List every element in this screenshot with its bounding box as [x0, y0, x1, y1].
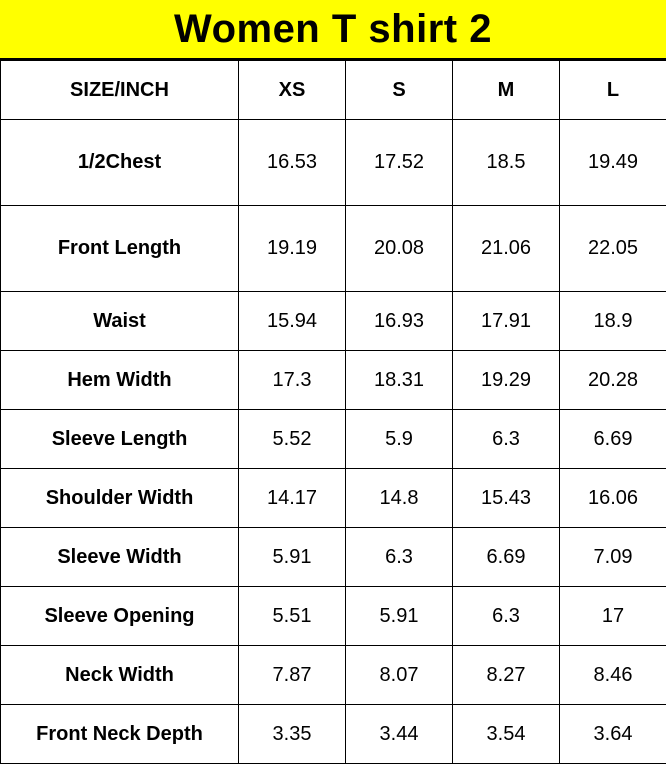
- cell-waist-l: 18.9: [560, 292, 666, 351]
- table-row: [1, 206, 666, 292]
- cell-half-chest-m: 18.5: [453, 120, 560, 206]
- cell-sleeve-width-l: 7.09: [560, 528, 666, 587]
- cell-front-length-m: 21.06: [453, 206, 560, 292]
- cell-waist-s: 16.93: [346, 292, 453, 351]
- row-label-sleeve-length: Sleeve Length: [1, 410, 239, 469]
- cell-front-length-l: 22.05: [560, 206, 666, 292]
- table-row: [1, 410, 666, 469]
- column-header-l: L: [560, 61, 666, 120]
- column-header-size: SIZE/INCH: [1, 61, 239, 120]
- cell-neck-width-xs: 7.87: [239, 646, 346, 705]
- cell-half-chest-xs: 16.53: [239, 120, 346, 206]
- row-label-sleeve-width: Sleeve Width: [1, 528, 239, 587]
- cell-sleeve-width-m: 6.69: [453, 528, 560, 587]
- column-header-m: M: [453, 61, 560, 120]
- cell-front-length-xs: 19.19: [239, 206, 346, 292]
- cell-sleeve-opening-s: 5.91: [346, 587, 453, 646]
- cell-hem-width-s: 18.31: [346, 351, 453, 410]
- cell-sleeve-length-l: 6.69: [560, 410, 666, 469]
- row-label-front-length: Front Length: [1, 206, 239, 292]
- cell-front-neck-depth-m: 3.54: [453, 705, 560, 764]
- cell-hem-width-m: 19.29: [453, 351, 560, 410]
- table-row: [1, 646, 666, 705]
- row-label-waist: Waist: [1, 292, 239, 351]
- cell-sleeve-opening-m: 6.3: [453, 587, 560, 646]
- cell-front-neck-depth-l: 3.64: [560, 705, 666, 764]
- cell-sleeve-opening-l: 17: [560, 587, 666, 646]
- page-title: Women T shirt 2: [174, 7, 492, 51]
- cell-half-chest-l: 19.49: [560, 120, 666, 206]
- row-label-hem-width: Hem Width: [1, 351, 239, 410]
- column-header-s: S: [346, 61, 453, 120]
- row-label-front-neck-depth: Front Neck Depth: [1, 705, 239, 764]
- cell-shoulder-width-s: 14.8: [346, 469, 453, 528]
- cell-half-chest-s: 17.52: [346, 120, 453, 206]
- row-label-shoulder-width: Shoulder Width: [1, 469, 239, 528]
- table-row: [1, 469, 666, 528]
- title-banner: [0, 0, 666, 60]
- size-chart-table: [0, 60, 666, 764]
- cell-hem-width-xs: 17.3: [239, 351, 346, 410]
- cell-neck-width-m: 8.27: [453, 646, 560, 705]
- table-row: [1, 351, 666, 410]
- cell-hem-width-l: 20.28: [560, 351, 666, 410]
- cell-waist-xs: 15.94: [239, 292, 346, 351]
- row-label-half-chest: 1/2Chest: [1, 120, 239, 206]
- table-row: [1, 120, 666, 206]
- cell-front-length-s: 20.08: [346, 206, 453, 292]
- cell-shoulder-width-m: 15.43: [453, 469, 560, 528]
- cell-sleeve-opening-xs: 5.51: [239, 587, 346, 646]
- cell-neck-width-s: 8.07: [346, 646, 453, 705]
- table-header-row: [1, 61, 666, 120]
- cell-sleeve-length-s: 5.9: [346, 410, 453, 469]
- cell-shoulder-width-l: 16.06: [560, 469, 666, 528]
- table-row: [1, 587, 666, 646]
- cell-sleeve-length-m: 6.3: [453, 410, 560, 469]
- row-label-sleeve-opening: Sleeve Opening: [1, 587, 239, 646]
- cell-sleeve-length-xs: 5.52: [239, 410, 346, 469]
- cell-shoulder-width-xs: 14.17: [239, 469, 346, 528]
- cell-front-neck-depth-xs: 3.35: [239, 705, 346, 764]
- cell-sleeve-width-xs: 5.91: [239, 528, 346, 587]
- table-row: [1, 528, 666, 587]
- cell-neck-width-l: 8.46: [560, 646, 666, 705]
- cell-front-neck-depth-s: 3.44: [346, 705, 453, 764]
- row-label-neck-width: Neck Width: [1, 646, 239, 705]
- cell-sleeve-width-s: 6.3: [346, 528, 453, 587]
- cell-waist-m: 17.91: [453, 292, 560, 351]
- table-row: [1, 705, 666, 764]
- table-row: [1, 292, 666, 351]
- column-header-xs: XS: [239, 61, 346, 120]
